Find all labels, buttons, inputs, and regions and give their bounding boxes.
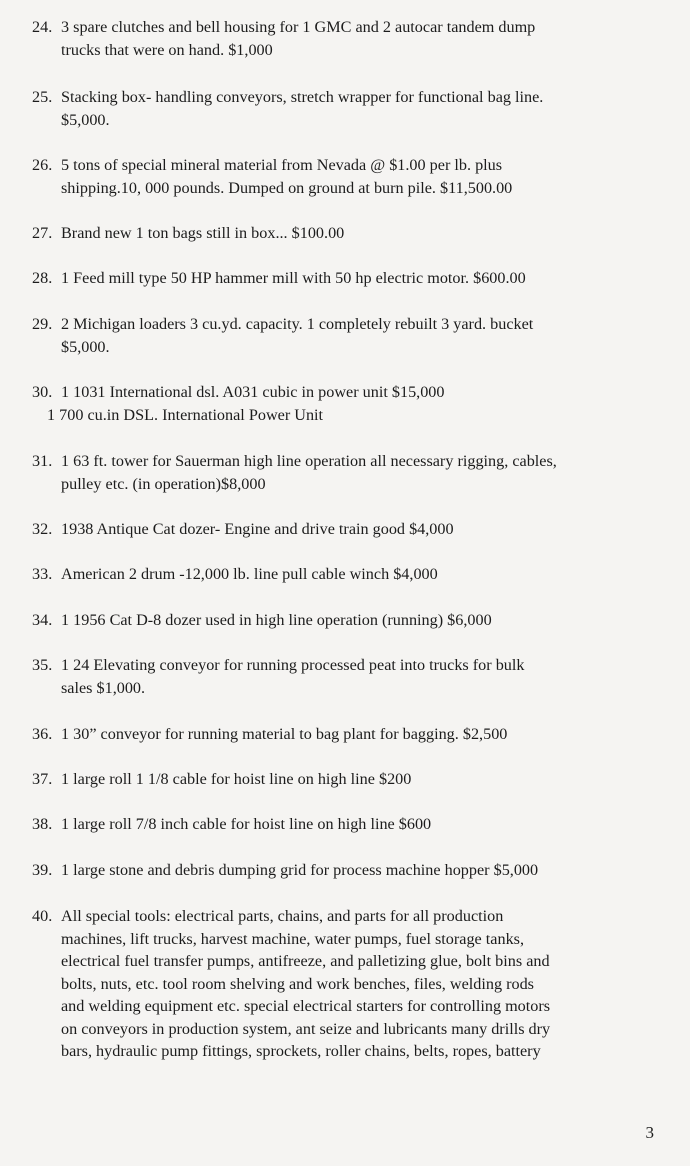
item-text-line: 1 63 ft. tower for Sauerman high line operation all necessary rigging, cables, xyxy=(61,452,557,470)
item-number: 29. xyxy=(32,315,53,333)
list-item-35 xyxy=(32,654,672,699)
item-text-line: 2 Michigan loaders 3 cu.yd. capacity. 1 completely rebuilt 3 yard. bucket xyxy=(61,315,534,333)
item-text-line: electrical fuel transfer pumps, antifreeze, and palletizing glue, bolt bins and xyxy=(61,952,550,970)
item-text-line: 1 24 Elevating conveyor for running processed peat into trucks for bulk xyxy=(61,656,525,674)
item-text-line: 5 tons of special mineral material from Nevada @ $1.00 per lb. plus xyxy=(61,156,503,174)
page-number: 3 xyxy=(645,1123,654,1142)
list-item-31 xyxy=(32,450,672,495)
item-number: 39. xyxy=(32,861,53,879)
item-number: 33. xyxy=(32,565,53,583)
item-text-line: $5,000. xyxy=(61,110,110,129)
list-item-29 xyxy=(32,313,672,358)
list-item-36 xyxy=(32,723,672,746)
item-text-line: trucks that were on hand. $1,000 xyxy=(61,40,273,59)
item-text-line: 3 spare clutches and bell housing for 1 GMC and 2 autocar tandem dump xyxy=(61,18,536,36)
list-item-24 xyxy=(32,16,672,61)
item-text-line: on conveyors in production system, ant seize and lubricants many drills dry xyxy=(61,1019,551,1038)
item-number: 37. xyxy=(32,770,53,788)
item-number: 32. xyxy=(32,520,53,538)
item-text-line: Stacking box- handling conveyors, stretch wrapper for functional bag line. xyxy=(61,88,544,106)
item-text-line: 1 large stone and debris dumping grid for process machine hopper $5,000 xyxy=(61,861,539,879)
list-item-30 xyxy=(32,381,672,426)
item-text-line: and welding equipment etc. special electrical starters for controlling motors xyxy=(61,997,551,1015)
item-text-line: bars, hydraulic pump fittings, sprockets, roller chains, belts, ropes, battery xyxy=(61,1042,541,1060)
list-item-34 xyxy=(32,609,672,632)
item-text-line: 1 large roll 7/8 inch cable for hoist line on high line $600 xyxy=(61,815,432,833)
item-text-line: shipping.10, 000 pounds. Dumped on ground at burn pile. $11,500.00 xyxy=(61,178,513,197)
item-text-line: 1 1956 Cat D-8 dozer used in high line operation (running) $6,000 xyxy=(61,611,492,629)
item-number: 25. xyxy=(32,88,53,106)
item-text-line: 1 1031 International dsl. A031 cubic in power unit $15,000 xyxy=(61,383,445,401)
item-text-line: pulley etc. (in operation)$8,000 xyxy=(61,474,266,493)
item-number: 35. xyxy=(32,656,53,674)
item-text-line: 1938 Antique Cat dozer- Engine and drive train good $4,000 xyxy=(61,520,454,538)
list-item-28 xyxy=(32,267,672,290)
list-item-39 xyxy=(32,859,672,882)
list-item-27 xyxy=(32,222,672,245)
item-number: 31. xyxy=(32,452,53,470)
item-text-line: 1 large roll 1 1/8 cable for hoist line on high line $200 xyxy=(61,770,412,788)
item-text-line: Brand new 1 ton bags still in box... $100.00 xyxy=(61,224,345,242)
item-text-line: 1 30” conveyor for running material to bag plant for bagging. $2,500 xyxy=(61,725,508,743)
item-text-line: All special tools: electrical parts, chains, and parts for all production xyxy=(61,907,504,925)
item-number: 38. xyxy=(32,815,53,833)
item-text-line: $5,000. xyxy=(61,337,110,356)
item-text-line: machines, lift trucks, harvest machine, water pumps, fuel storage tanks, xyxy=(61,929,525,948)
item-number: 40. xyxy=(32,907,53,925)
item-text-line: 1 700 cu.in DSL. International Power Unit xyxy=(47,405,324,424)
item-text-line: 1 Feed mill type 50 HP hammer mill with 50 hp electric motor. $600.00 xyxy=(61,269,526,287)
list-item-26 xyxy=(32,154,672,199)
list-item-37 xyxy=(32,768,672,791)
list-item-38 xyxy=(32,813,672,836)
list-item-33 xyxy=(32,563,672,586)
item-text-line: American 2 drum -12,000 lb. line pull cable winch $4,000 xyxy=(61,565,438,583)
item-number: 26. xyxy=(32,156,53,174)
item-number: 36. xyxy=(32,725,53,743)
list-item-25 xyxy=(32,86,672,131)
list-item-40 xyxy=(32,905,672,1063)
item-number: 30. xyxy=(32,383,53,401)
list-item-32 xyxy=(32,518,672,541)
item-text-line: sales $1,000. xyxy=(61,678,146,697)
item-number: 27. xyxy=(32,224,53,242)
item-text-line: bolts, nuts, etc. tool room shelving and work benches, files, welding rods xyxy=(61,974,534,993)
item-number: 24. xyxy=(32,18,53,36)
item-number: 28. xyxy=(32,269,53,287)
item-number: 34. xyxy=(32,611,53,629)
